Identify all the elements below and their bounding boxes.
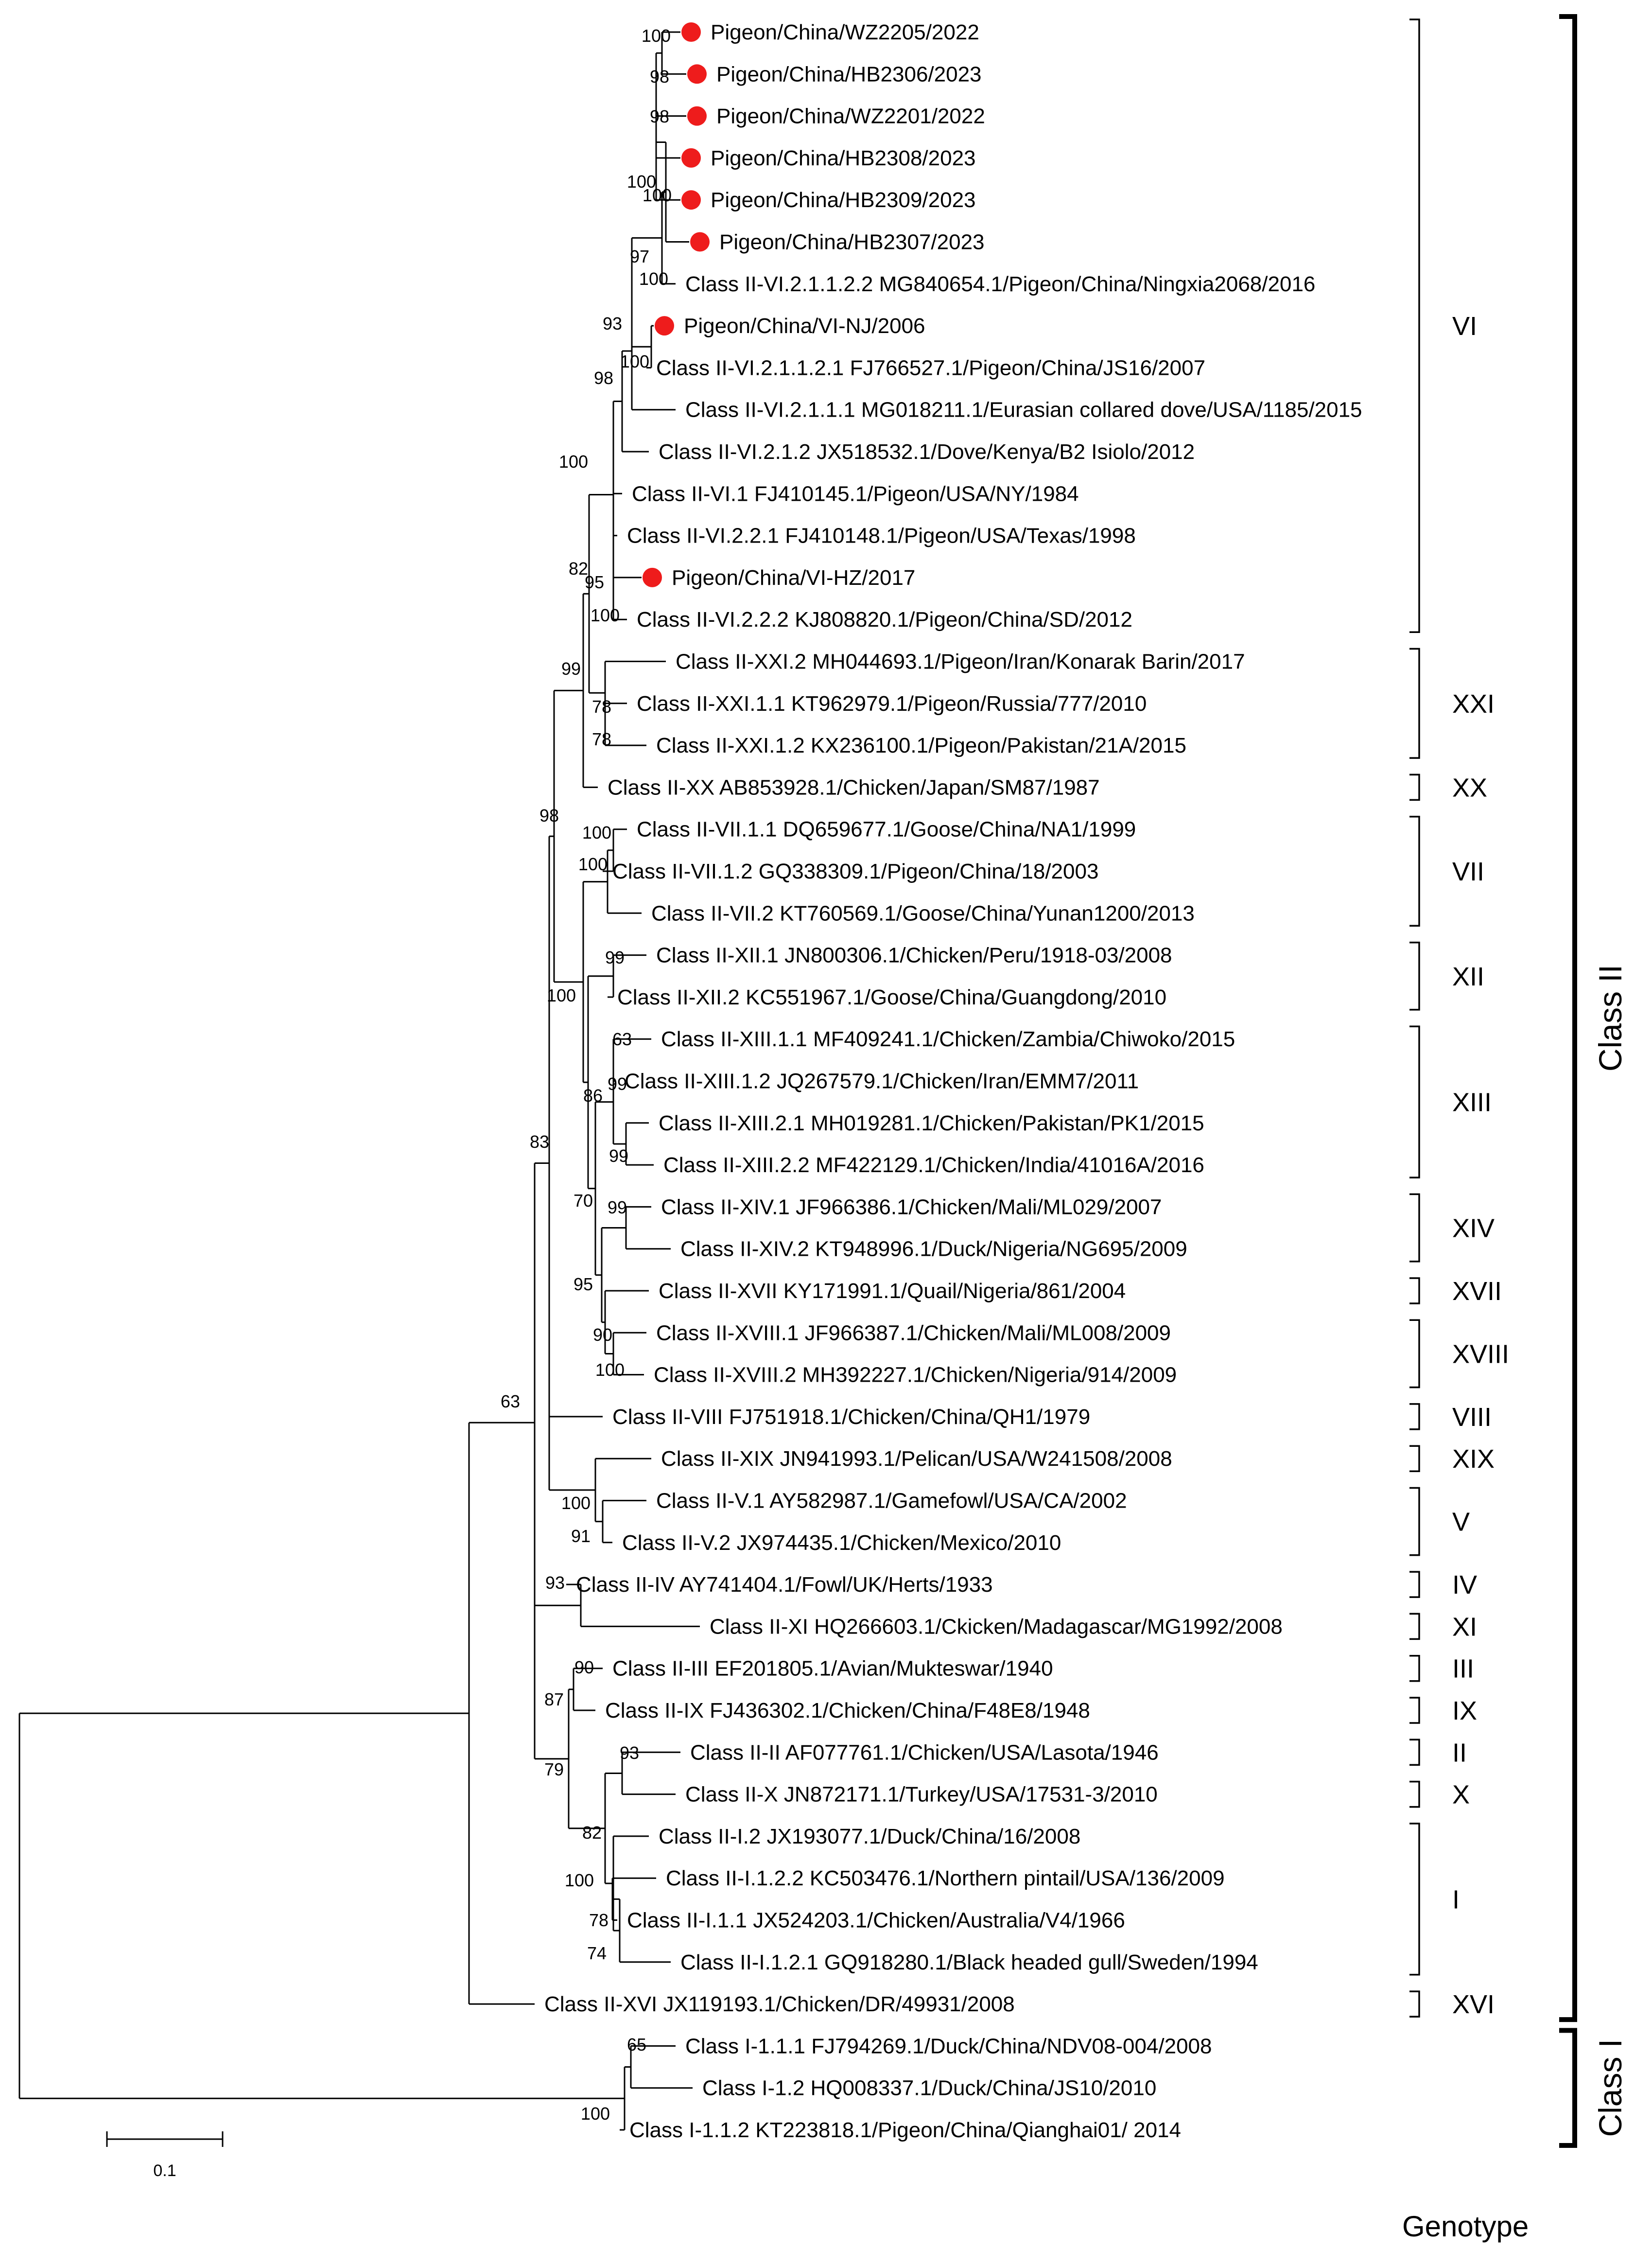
bootstrap-value: 93 [602, 314, 622, 334]
genotype-bracket [1409, 1782, 1419, 1807]
tree-branches [19, 32, 700, 2130]
bootstrap-value: 65 [626, 2035, 646, 2055]
tip-labels [544, 20, 1362, 2142]
tip-label: Class II-IX FJ436302.1/Chicken/China/F48E8/1948 [605, 1699, 1090, 1722]
sample-marker-dot [681, 190, 701, 210]
tip-label: Class II-XIII.2.2 MF422129.1/Chicken/India/41016A/2016 [663, 1153, 1204, 1177]
bootstrap-value: 100 [595, 1360, 625, 1380]
bootstrap-value: 98 [539, 806, 559, 826]
genotype-bracket [1409, 1824, 1419, 1975]
genotype-bracket [1409, 19, 1419, 632]
tip-label: Class II-III EF201805.1/Avian/Mukteswar/1940 [612, 1656, 1053, 1681]
tip-label: Class II-XXI.1.2 KX236100.1/Pigeon/Pakistan/21A/2015 [656, 734, 1186, 758]
tip-label: Class II-XVI JX119193.1/Chicken/DR/49931/2008 [544, 1992, 1015, 2017]
genotype-label: XIV [1452, 1213, 1495, 1243]
genotype-bracket [1409, 1614, 1419, 1639]
class-bracket [1559, 17, 1575, 2020]
genotype-brackets [1409, 19, 1509, 2019]
genotype-label: VI [1452, 312, 1478, 341]
genotype-bracket [1409, 1572, 1419, 1597]
tip-label: Pigeon/China/HB2309/2023 [711, 188, 976, 212]
tip-label: Class II-VI.2.1.2 JX518532.1/Dove/Kenya/B2 Isiolo/2012 [659, 440, 1195, 464]
tip-label: Class II-XVII KY171991.1/Quail/Nigeria/861/2004 [659, 1279, 1126, 1303]
sample-marker-dot [655, 316, 674, 335]
bootstrap-value: 90 [574, 1657, 594, 1677]
genotype-label: IX [1452, 1696, 1478, 1725]
tip-label: Pigeon/China/HB2307/2023 [719, 230, 985, 254]
tip-label: Class II-XIII.2.1 MH019281.1/Chicken/Pakistan/PK1/2015 [659, 1111, 1204, 1135]
class-label: Class I [1592, 2038, 1628, 2137]
tip-label: Class II-I.1.2.2 KC503476.1/Northern pintail/USA/136/2009 [666, 1866, 1225, 1891]
bootstrap-value: 93 [619, 1743, 639, 1763]
tip-label: Class II-I.1.2.1 GQ918280.1/Black headed gull/Sweden/1994 [680, 1950, 1258, 1974]
tip-label: Pigeon/China/HB2308/2023 [711, 146, 976, 170]
bootstrap-value: 87 [544, 1689, 564, 1709]
tip-label: Class II-V.1 AY582987.1/Gamefowl/USA/CA/2002 [656, 1489, 1127, 1513]
genotype-bracket [1409, 1026, 1419, 1177]
bootstrap-value: 82 [582, 1823, 602, 1843]
genotype-label: III [1452, 1654, 1475, 1684]
tip-label: Class II-XXI.1.1 KT962979.1/Pigeon/Russia/777/2010 [637, 691, 1147, 716]
sample-marker-dot [690, 232, 710, 252]
genotype-label: V [1452, 1507, 1470, 1537]
genotype-label: VII [1452, 857, 1485, 886]
bootstrap-value: 100 [580, 2104, 610, 2124]
bootstrap-value: 100 [639, 269, 668, 289]
tip-label: Class I-1.1.1 FJ794269.1/Duck/China/NDV08-004/2008 [685, 2034, 1212, 2058]
genotype-bracket [1409, 1278, 1419, 1303]
bootstrap-value: 99 [607, 1197, 627, 1217]
bootstrap-value: 95 [584, 572, 604, 592]
tip-label: Class II-XXI.2 MH044693.1/Pigeon/Iran/Konarak Barin/2017 [676, 650, 1245, 674]
genotype-label: II [1452, 1738, 1467, 1768]
sample-marker-dot [681, 148, 701, 168]
bootstrap-value: 90 [592, 1325, 612, 1345]
bootstrap-value: 100 [642, 185, 672, 205]
bootstrap-value: 100 [590, 605, 620, 625]
tip-label: Class II-XI HQ266603.1/Ckicken/Madagascar/MG1992/2008 [710, 1615, 1283, 1639]
bootstrap-value: 78 [591, 697, 611, 717]
bootstrap-value: 93 [545, 1573, 565, 1593]
bootstrap-value: 98 [649, 106, 669, 126]
tip-label: Class II-XX AB853928.1/Chicken/Japan/SM87/1987 [608, 775, 1100, 800]
bootstrap-value: 100 [641, 26, 671, 46]
bootstrap-value: 97 [629, 246, 649, 266]
tip-label: Class II-XII.1 JN800306.1/Chicken/Peru/1918-03/2008 [656, 943, 1172, 967]
tip-label: Class II-VII.2 KT760569.1/Goose/China/Yunan1200/2013 [651, 901, 1195, 926]
tip-label: Class II-VI.2.1.1.2.2 MG840654.1/Pigeon/China/Ningxia2068/2016 [685, 272, 1316, 296]
genotype-label: XVIII [1452, 1339, 1510, 1369]
bootstrap-value: 63 [500, 1391, 520, 1411]
genotype-bracket [1409, 1320, 1419, 1387]
tip-label: Class II-V.2 JX974435.1/Chicken/Mexico/2010 [622, 1530, 1061, 1555]
genotype-bracket [1409, 1488, 1419, 1555]
genotype-bracket [1409, 1194, 1419, 1261]
bootstrap-value: 82 [568, 559, 588, 579]
genotype-label: X [1452, 1780, 1470, 1810]
bootstrap-value: 98 [649, 67, 669, 87]
genotype-label: XIX [1452, 1444, 1495, 1474]
genotype-bracket [1409, 774, 1419, 800]
genotype-label: I [1452, 1885, 1460, 1915]
genotype-label: XX [1452, 773, 1488, 803]
tip-label: Pigeon/China/WZ2201/2022 [716, 104, 985, 128]
genotype-label: XVII [1452, 1277, 1502, 1306]
sample-marker-dot [687, 106, 707, 126]
genotype-bracket [1409, 817, 1419, 926]
tip-label: Class II-X JN872171.1/Turkey/USA/17531-3/2010 [685, 1782, 1158, 1807]
tip-label: Class II-XIII.1.1 MF409241.1/Chicken/Zambia/Chiwoko/2015 [661, 1027, 1235, 1052]
bootstrap-value: 78 [591, 729, 611, 749]
bootstrap-value: 99 [561, 659, 581, 679]
genotype-label: IV [1452, 1570, 1478, 1600]
genotype-bracket [1409, 1656, 1419, 1681]
bootstrap-value: 74 [587, 1943, 607, 1963]
genotype-bracket [1409, 1991, 1419, 2017]
genotype-bracket [1409, 1739, 1419, 1765]
tip-label: Class II-VII.1.1 DQ659677.1/Goose/China/NA1/1999 [637, 817, 1136, 842]
tip-label: Class II-XIV.2 KT948996.1/Duck/Nigeria/NG695/2009 [680, 1237, 1187, 1261]
class-bracket [1559, 2030, 1575, 2145]
bootstrap-value: 100 [578, 854, 608, 874]
tip-label: Class II-VI.2.1.1.2.1 FJ766527.1/Pigeon/China/JS16/2007 [656, 356, 1206, 380]
bootstrap-value: 99 [607, 1074, 627, 1094]
genotype-bracket [1409, 1446, 1419, 1471]
tip-label: Class I-1.1.2 KT223818.1/Pigeon/China/Qianghai01/ 2014 [629, 2118, 1181, 2142]
tip-label: Class II-I.2 JX193077.1/Duck/China/16/2008 [659, 1824, 1081, 1848]
bootstrap-value: 78 [589, 1910, 609, 1930]
tip-label: Class II-VI.2.2.1 FJ410148.1/Pigeon/USA/Texas/1998 [627, 524, 1136, 548]
genotype-bracket [1409, 1404, 1419, 1429]
bootstrap-value: 98 [593, 368, 613, 388]
tip-label: Class II-I.1.1 JX524203.1/Chicken/Australia/V4/1966 [627, 1908, 1125, 1933]
bootstrap-value: 83 [529, 1132, 549, 1152]
bootstrap-value: 100 [582, 823, 611, 843]
sample-marker-dot [643, 568, 662, 587]
tip-label: Pigeon/China/VI-HZ/2017 [672, 565, 916, 590]
bootstrap-value: 100 [626, 172, 656, 192]
class-brackets [1559, 17, 1628, 2145]
bootstrap-value: 95 [573, 1274, 593, 1294]
scale-bar-label: 0.1 [153, 2161, 176, 2180]
genotype-heading: Genotype [1402, 2210, 1529, 2243]
class-label: Class II [1592, 965, 1628, 1072]
genotype-label: XI [1452, 1612, 1478, 1642]
tip-label: Class II-VIII FJ751918.1/Chicken/China/QH1/1979 [612, 1405, 1091, 1429]
tip-label: Class II-IV AY741404.1/Fowl/UK/Herts/1933 [576, 1573, 993, 1597]
genotype-label: XXI [1452, 689, 1495, 719]
tip-label: Class II-XVIII.1 JF966387.1/Chicken/Mali/ML008/2009 [656, 1321, 1171, 1345]
genotype-bracket [1409, 943, 1419, 1010]
bootstrap-value: 70 [573, 1191, 593, 1211]
tip-label: Class II-XIII.1.2 JQ267579.1/Chicken/Iran/EMM7/2011 [625, 1069, 1139, 1093]
genotype-label: XVI [1452, 1990, 1495, 2020]
genotype-label: XIII [1452, 1088, 1492, 1117]
tip-label: Class II-XIX JN941993.1/Pelican/USA/W241508/2008 [661, 1447, 1172, 1471]
sample-marker-dot [687, 64, 707, 84]
genotype-label: VIII [1452, 1402, 1492, 1432]
bootstrap-value: 100 [546, 985, 576, 1005]
bootstrap-value: 86 [583, 1086, 603, 1106]
sample-marker-dot [681, 22, 701, 42]
genotype-bracket [1409, 1698, 1419, 1723]
tip-label: Class II-VII.1.2 GQ338309.1/Pigeon/China/18/2003 [612, 860, 1099, 883]
bootstrap-value: 91 [571, 1526, 591, 1546]
genotype-label: XII [1452, 962, 1485, 991]
tip-label: Class II-VI.2.1.1.1 MG018211.1/Eurasian collared dove/USA/1185/2015 [685, 398, 1362, 422]
genotype-bracket [1409, 649, 1419, 758]
tip-label: Class I-1.2 HQ008337.1/Duck/China/JS10/2010 [702, 2076, 1157, 2100]
bootstrap-value: 100 [561, 1493, 591, 1513]
tip-label: Pigeon/China/VI-NJ/2006 [684, 314, 925, 338]
bootstrap-value: 63 [612, 1029, 632, 1049]
tip-label: Class II-II AF077761.1/Chicken/USA/Lasota/1946 [690, 1740, 1159, 1765]
tip-label: Class II-XVIII.2 MH392227.1/Chicken/Nigeria/914/2009 [654, 1363, 1177, 1387]
bootstrap-value: 100 [558, 452, 588, 472]
bootstrap-value: 79 [544, 1759, 564, 1779]
tip-label: Class II-XII.2 KC551967.1/Goose/China/Guangdong/2010 [617, 985, 1167, 1009]
tip-label: Pigeon/China/WZ2205/2022 [711, 20, 979, 44]
tip-label: Pigeon/China/HB2306/2023 [716, 62, 982, 87]
bootstrap-value: 99 [609, 1146, 628, 1166]
bootstrap-value: 100 [564, 1870, 594, 1890]
bootstrap-value: 100 [620, 351, 649, 371]
tip-label: Class II-VI.1 FJ410145.1/Pigeon/USA/NY/1984 [632, 482, 1079, 506]
bootstrap-value: 99 [605, 948, 625, 967]
tip-label: Class II-VI.2.2.2 KJ808820.1/Pigeon/China/SD/2012 [637, 608, 1132, 632]
scale-bar [107, 2131, 223, 2180]
tip-label: Class II-XIV.1 JF966386.1/Chicken/Mali/ML029/2007 [661, 1195, 1162, 1219]
